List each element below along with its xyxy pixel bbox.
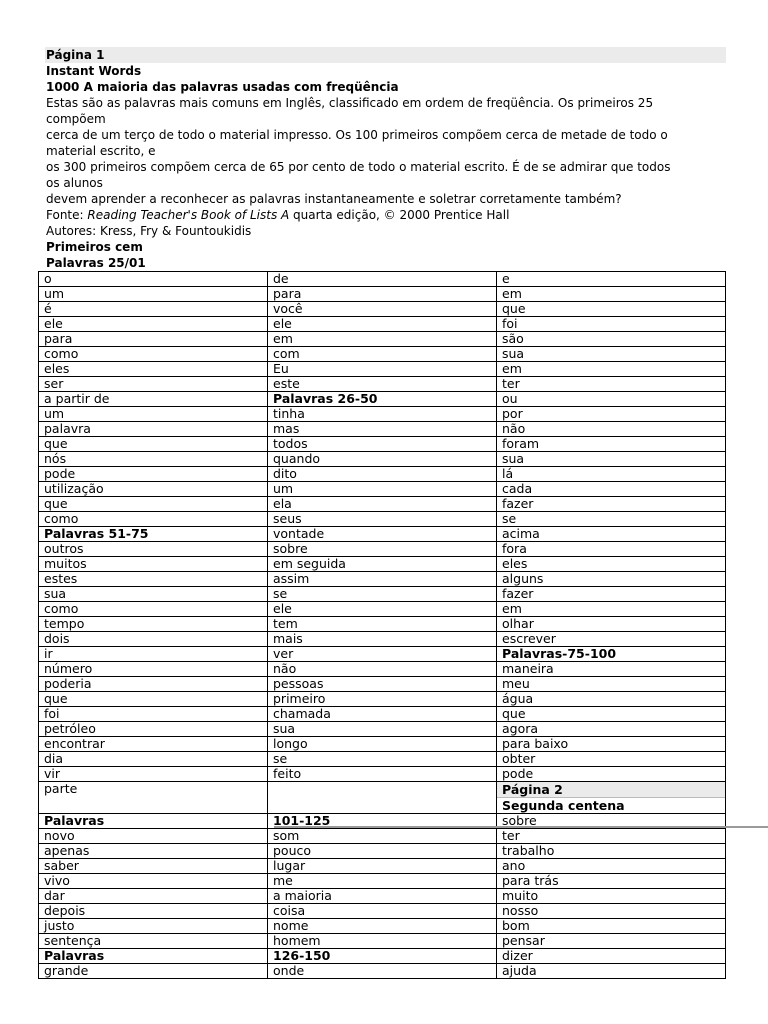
section-heading: Primeiros cem <box>46 240 143 254</box>
table-cell: foi <box>497 317 726 332</box>
table-cell: em <box>497 362 726 377</box>
table-row <box>39 317 726 332</box>
doc-title: Instant Words <box>46 64 142 78</box>
table-cell: como <box>39 347 268 362</box>
table-cell: um <box>39 287 268 302</box>
table-cell: que <box>39 497 268 512</box>
table-row <box>39 707 726 722</box>
table-cell: para baixo <box>497 737 726 752</box>
table-cell: um <box>268 482 497 497</box>
table-cell: com <box>268 347 497 362</box>
table-cell: em <box>497 287 726 302</box>
table-cell: eles <box>497 557 726 572</box>
table-cell: obter <box>497 752 726 767</box>
table-cell: pode <box>497 767 726 782</box>
table-row <box>39 542 726 557</box>
source-prefix: Fonte: <box>46 208 88 222</box>
table-row <box>39 617 726 632</box>
table-cell: a maioria <box>268 889 497 904</box>
table-cell: maneira <box>497 662 726 677</box>
table-cell: novo <box>39 829 268 844</box>
table-cell: dia <box>39 752 268 767</box>
table-cell: justo <box>39 919 268 934</box>
table-cell: dito <box>268 467 497 482</box>
table-row <box>39 407 726 422</box>
table-row <box>39 452 726 467</box>
table-row <box>39 347 726 362</box>
table-row <box>39 844 726 859</box>
table-cell: sua <box>39 587 268 602</box>
table-cell: ir <box>39 647 268 662</box>
intro-line: os alunos <box>46 176 103 190</box>
table-cell: mais <box>268 632 497 647</box>
table-cell: dois <box>39 632 268 647</box>
table-row <box>39 949 726 964</box>
table-cell: ou <box>497 392 726 407</box>
table-cell: ter <box>497 829 726 844</box>
table-cell: meu <box>497 677 726 692</box>
authors-line: Autores: Kress, Fry & Fountoukidis <box>46 224 252 238</box>
table-cell: agora <box>497 722 726 737</box>
table-cell: eles <box>39 362 268 377</box>
table-cell: muitos <box>39 557 268 572</box>
table-cell: sua <box>497 452 726 467</box>
table-cell: não <box>497 422 726 437</box>
table-cell: tem <box>268 617 497 632</box>
table-cell: em <box>268 332 497 347</box>
word-table <box>38 271 726 979</box>
table-cell: ver <box>268 647 497 662</box>
table-cell: este <box>268 377 497 392</box>
table-cell: lá <box>497 467 726 482</box>
table-cell: sobre <box>497 814 726 829</box>
table-row <box>39 497 726 512</box>
table-cell: feito <box>268 767 497 782</box>
table-cell: som <box>268 829 497 844</box>
table-cell: depois <box>39 904 268 919</box>
table-cell: em seguida <box>268 557 497 572</box>
table-row <box>39 829 726 844</box>
intro-line: material escrito, e <box>46 144 156 158</box>
table-cell: alguns <box>497 572 726 587</box>
table-cell: Palavras 51-75 <box>39 527 268 542</box>
table-cell: pessoas <box>268 677 497 692</box>
table-row <box>39 782 726 814</box>
table-cell: para <box>268 287 497 302</box>
table-row <box>39 752 726 767</box>
table-cell: ano <box>497 859 726 874</box>
table-row <box>39 964 726 979</box>
table-cell: número <box>39 662 268 677</box>
table-cell: como <box>39 602 268 617</box>
table-row <box>39 677 726 692</box>
table-cell: por <box>497 407 726 422</box>
table-cell: sua <box>497 347 726 362</box>
table-cell: poderia <box>39 677 268 692</box>
table-row <box>39 662 726 677</box>
table-row <box>39 859 726 874</box>
page-break-cell <box>497 782 726 814</box>
table-cell: coisa <box>268 904 497 919</box>
table-cell: para trás <box>497 874 726 889</box>
table-cell: lugar <box>268 859 497 874</box>
table-cell: se <box>497 512 726 527</box>
source-suffix: quarta edição, © 2000 Prentice Hall <box>289 208 510 222</box>
page2-label: Página 2 <box>497 782 725 797</box>
table-cell: nome <box>268 919 497 934</box>
table-cell: não <box>268 662 497 677</box>
table-row <box>39 362 726 377</box>
table-cell: cada <box>497 482 726 497</box>
table-cell: foi <box>39 707 268 722</box>
table-row <box>39 587 726 602</box>
table-cell: que <box>39 437 268 452</box>
table-cell: todos <box>268 437 497 452</box>
table-cell: que <box>497 302 726 317</box>
table-cell: bom <box>497 919 726 934</box>
table-cell: para <box>39 332 268 347</box>
table-cell: ele <box>39 317 268 332</box>
table-row <box>39 889 726 904</box>
table-cell: fora <box>497 542 726 557</box>
table-row <box>39 527 726 542</box>
intro-line: Estas são as palavras mais comuns em Inglês, classificado em ordem de freqüência. Os primeiros 25 <box>46 96 654 110</box>
table-cell: acima <box>497 527 726 542</box>
table-cell: a partir de <box>39 392 268 407</box>
table-cell: dizer <box>497 949 726 964</box>
table-row <box>39 437 726 452</box>
table-cell: ela <box>268 497 497 512</box>
table-row <box>39 287 726 302</box>
table-cell: vontade <box>268 527 497 542</box>
section-subheading: Palavras 25/01 <box>46 256 146 270</box>
table-row <box>39 272 726 287</box>
table-cell: foram <box>497 437 726 452</box>
table-cell <box>268 782 497 814</box>
table-cell: pouco <box>268 844 497 859</box>
intro-line: devem aprender a reconhecer as palavras instantaneamente e soletrar corretamente também? <box>46 192 622 206</box>
table-cell: Palavras 26-50 <box>268 392 497 407</box>
table-cell: pode <box>39 467 268 482</box>
table-cell: Palavras <box>39 949 268 964</box>
table-row <box>39 467 726 482</box>
table-cell: outros <box>39 542 268 557</box>
table-cell: seus <box>268 512 497 527</box>
table-cell: ajuda <box>497 964 726 979</box>
table-row <box>39 512 726 527</box>
table-cell: pensar <box>497 934 726 949</box>
table-cell: um <box>39 407 268 422</box>
table-cell: é <box>39 302 268 317</box>
table-cell: olhar <box>497 617 726 632</box>
table-cell: petróleo <box>39 722 268 737</box>
table-cell: fazer <box>497 587 726 602</box>
source-title: Reading Teacher's Book of Lists A <box>87 208 290 222</box>
table-cell: de <box>268 272 497 287</box>
doc-subtitle: 1000 A maioria das palavras usadas com freqüência <box>46 80 399 94</box>
table-row <box>39 377 726 392</box>
table-cell: homem <box>268 934 497 949</box>
table-cell: e <box>497 272 726 287</box>
table-row <box>39 422 726 437</box>
table-cell: onde <box>268 964 497 979</box>
table-cell: tempo <box>39 617 268 632</box>
table-cell: primeiro <box>268 692 497 707</box>
table-row <box>39 737 726 752</box>
table-cell: água <box>497 692 726 707</box>
table-cell: palavra <box>39 422 268 437</box>
table-cell: 101-125 <box>268 814 497 829</box>
table-row <box>39 572 726 587</box>
intro-line: os 300 primeiros compõem cerca de 65 por cento de todo o material escrito. É de se admirar que todos <box>46 160 671 174</box>
table-cell: ele <box>268 602 497 617</box>
table-cell: ter <box>497 377 726 392</box>
table-row <box>39 302 726 317</box>
table-row <box>39 482 726 497</box>
table-cell: vir <box>39 767 268 782</box>
table-cell: muito <box>497 889 726 904</box>
table-row <box>39 934 726 949</box>
intro-paragraph <box>45 95 726 239</box>
table-cell: quando <box>268 452 497 467</box>
table-row <box>39 392 726 407</box>
intro-line: compõem <box>46 112 106 126</box>
table-cell: que <box>39 692 268 707</box>
table-row <box>39 874 726 889</box>
table-cell: assim <box>268 572 497 587</box>
table-cell: utilização <box>39 482 268 497</box>
source-line <box>46 207 726 223</box>
table-cell: fazer <box>497 497 726 512</box>
page-divider-line <box>274 826 768 828</box>
table-row <box>39 919 726 934</box>
table-cell: são <box>497 332 726 347</box>
intro-line: cerca de um terço de todo o material impresso. Os 100 primeiros compõem cerca de metade de todo o <box>46 128 668 142</box>
table-cell: parte <box>39 782 268 814</box>
table-row <box>39 632 726 647</box>
table-cell: tinha <box>268 407 497 422</box>
page2-section: Segunda centena <box>497 797 725 813</box>
table-cell: se <box>268 752 497 767</box>
table-cell: chamada <box>268 707 497 722</box>
table-cell: em <box>497 602 726 617</box>
table-cell: Eu <box>268 362 497 377</box>
table-cell: sua <box>268 722 497 737</box>
table-cell: longo <box>268 737 497 752</box>
table-cell: trabalho <box>497 844 726 859</box>
table-cell: apenas <box>39 844 268 859</box>
table-cell: nós <box>39 452 268 467</box>
table-cell: vivo <box>39 874 268 889</box>
table-row <box>39 332 726 347</box>
table-cell: que <box>497 707 726 722</box>
table-cell: sobre <box>268 542 497 557</box>
table-row <box>39 767 726 782</box>
table-cell: estes <box>39 572 268 587</box>
table-cell: grande <box>39 964 268 979</box>
table-cell: dar <box>39 889 268 904</box>
table-cell: mas <box>268 422 497 437</box>
table-cell: encontrar <box>39 737 268 752</box>
table-row <box>39 647 726 662</box>
table-cell: me <box>268 874 497 889</box>
table-cell: você <box>268 302 497 317</box>
table-row <box>39 557 726 572</box>
page-label: Página 1 <box>45 47 726 63</box>
table-row <box>39 904 726 919</box>
table-cell: como <box>39 512 268 527</box>
table-cell: nosso <box>497 904 726 919</box>
table-row <box>39 722 726 737</box>
table-cell: 126-150 <box>268 949 497 964</box>
table-row <box>39 692 726 707</box>
table-cell: o <box>39 272 268 287</box>
table-cell: sentença <box>39 934 268 949</box>
table-cell: escrever <box>497 632 726 647</box>
document-page <box>45 47 726 979</box>
table-cell: se <box>268 587 497 602</box>
table-cell: ele <box>268 317 497 332</box>
table-cell: ser <box>39 377 268 392</box>
table-row <box>39 602 726 617</box>
table-cell: saber <box>39 859 268 874</box>
table-cell: Palavras-75-100 <box>497 647 726 662</box>
table-cell: Palavras <box>39 814 268 829</box>
